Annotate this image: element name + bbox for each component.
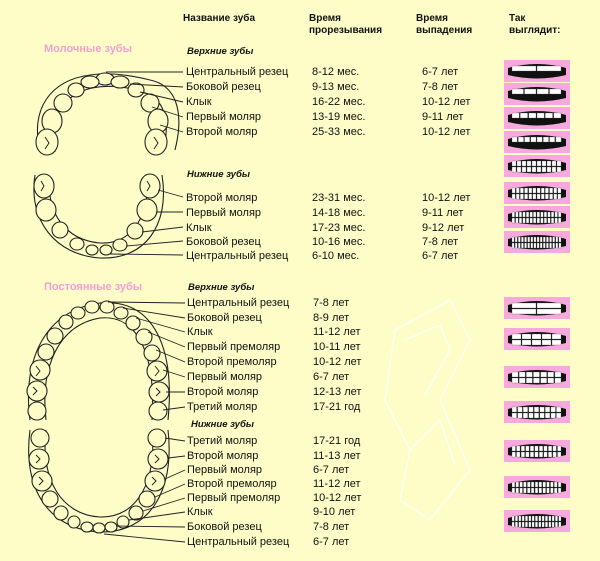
permanent-upper-title: Верхние зубы — [188, 282, 255, 293]
eruption-time: 6-7 лет — [313, 371, 350, 383]
mouth-illustration — [504, 155, 570, 177]
loss-time: 6-7 лет — [422, 250, 459, 262]
eruption-time: 8-12 мес. — [312, 66, 360, 78]
eruption-time: 11-12 лет — [313, 326, 361, 338]
tooth-name: Первый моляр — [186, 207, 262, 219]
tooth-name: Клык — [186, 96, 212, 108]
eruption-time: 16-22 мес. — [312, 96, 366, 108]
eruption-time: 14-18 мес. — [312, 207, 366, 219]
loss-time: 9-11 лет — [422, 111, 464, 123]
permanent-upper-jaw — [27, 301, 169, 420]
permanent-teeth-title: Постоянные зубы — [44, 281, 143, 293]
eruption-time: 10-12 лет — [313, 356, 362, 368]
baby-lower-jaw — [34, 174, 164, 258]
tooth-name: Центральный резец — [187, 536, 290, 548]
eruption-time: 12-13 лет — [313, 386, 362, 398]
tooth-name: Третий моляр — [187, 401, 258, 413]
loss-time: 7-8 лет — [422, 236, 459, 248]
eruption-time: 11-13 лет — [313, 450, 361, 462]
header-tooth-name: Название зуба — [183, 13, 256, 24]
loss-time: 9-12 лет — [422, 222, 465, 234]
mouth-illustration — [504, 107, 570, 129]
tooth-name: Первый премоляр — [187, 492, 281, 504]
tooth-name: Второй моляр — [186, 126, 258, 138]
eruption-time: 17-23 мес. — [312, 222, 366, 234]
header-eruption-time: Время прорезывания — [309, 13, 383, 36]
mouth-illustration — [504, 476, 570, 498]
tooth-name: Третий моляр — [187, 435, 258, 447]
tooth-name: Второй премоляр — [187, 478, 277, 490]
eruption-time: 6-7 лет — [313, 464, 350, 476]
tooth-name: Боковой резец — [187, 521, 262, 533]
loss-time: 10-12 лет — [422, 126, 471, 138]
eruption-time: 25-33 мес. — [312, 126, 366, 138]
tooth-name: Первый моляр — [186, 111, 262, 123]
tooth-name: Клык — [186, 222, 212, 234]
eruption-time: 17-21 год — [313, 435, 361, 447]
tooth-name: Второй премоляр — [187, 356, 277, 368]
mouth-illustration — [504, 131, 570, 153]
baby-teeth-title: Молочные зубы — [44, 43, 132, 55]
baby-lower-title: Нижние зубы — [187, 169, 251, 180]
tooth-name: Боковой резец — [186, 236, 261, 248]
eruption-time: 23-31 мес. — [312, 192, 366, 204]
eruption-time: 10-12 лет — [313, 492, 362, 504]
eruption-time: 17-21 год — [313, 401, 361, 413]
loss-time: 10-12 лет — [422, 96, 471, 108]
tooth-name: Второй моляр — [187, 386, 259, 398]
loss-time: 7-8 лет — [422, 81, 459, 93]
mouth-illustration — [504, 182, 570, 204]
tooth-name: Первый моляр — [187, 464, 263, 476]
mouth-illustration — [504, 60, 570, 82]
mouth-illustration — [504, 401, 570, 423]
tooth-name: Клык — [187, 326, 213, 338]
header-loss-time: Время выпадения — [416, 13, 473, 36]
tooth-name: Клык — [187, 506, 213, 518]
mouth-illustration — [504, 328, 570, 350]
eruption-time: 6-7 лет — [313, 536, 350, 548]
loss-time: 10-12 лет — [422, 192, 471, 204]
mouth-illustration — [504, 297, 570, 319]
mouth-illustration — [504, 206, 570, 228]
eruption-time: 13-19 мес. — [312, 111, 366, 123]
eruption-time: 7-8 лет — [313, 297, 350, 309]
eruption-time: 8-9 лет — [313, 312, 350, 324]
loss-time: 9-11 лет — [422, 207, 464, 219]
tooth-name: Боковой резец — [187, 312, 262, 324]
eruption-time: 9-10 лет — [313, 506, 356, 518]
permanent-lower-pointers — [104, 438, 185, 542]
tooth-name: Центральный резец — [186, 66, 289, 78]
eruption-time: 9-13 мес. — [312, 81, 360, 93]
mouth-illustration — [504, 366, 570, 388]
tooth-name: Центральный резец — [187, 297, 290, 309]
tooth-name: Первый премоляр — [187, 341, 281, 353]
eruption-time: 10-11 лет — [313, 341, 361, 353]
mouth-illustration — [504, 83, 570, 105]
tooth-name: Центральный резец — [186, 250, 289, 262]
eruption-time: 11-12 лет — [313, 478, 361, 490]
eruption-time: 7-8 лет — [313, 521, 350, 533]
mouth-illustration — [504, 440, 570, 462]
tooth-name: Второй моляр — [187, 450, 259, 462]
tooth-name: Второй моляр — [186, 192, 258, 204]
tooth-name: Первый моляр — [187, 371, 263, 383]
header-looks-like: Так выглядит: — [509, 13, 561, 36]
mouth-illustration — [504, 231, 570, 253]
baby-upper-title: Верхние зубы — [187, 46, 254, 57]
tooth-name: Боковой резец — [186, 81, 261, 93]
permanent-lower-title: Нижние зубы — [191, 419, 255, 430]
mouth-illustration — [504, 510, 570, 532]
loss-time: 6-7 лет — [422, 66, 459, 78]
eruption-time: 10-16 мес. — [312, 236, 366, 248]
tooth-watermark-icon — [385, 300, 470, 520]
eruption-time: 6-10 мес. — [312, 250, 360, 262]
